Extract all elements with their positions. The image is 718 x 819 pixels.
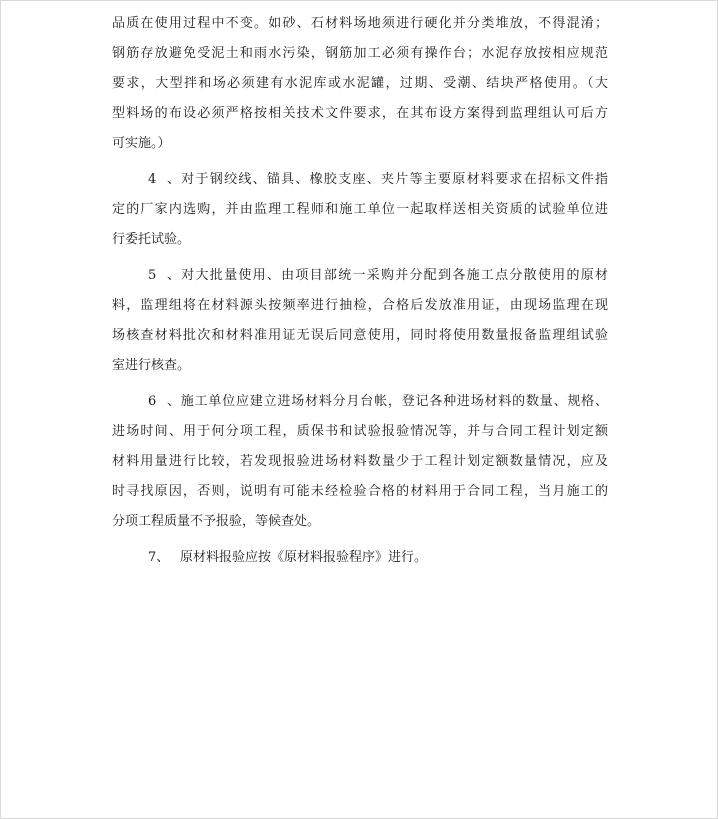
- text-line: 行委托试验。: [112, 232, 191, 247]
- text-line: 品质在使用过程中不变。如砂、石材料场地须进行硬化并分类堆放，不得混淆；: [112, 16, 608, 31]
- text-line: 对大批量使用、由项目部统一采购并分配到各施工点分散使用的原材: [180, 268, 608, 283]
- text-line-first: [112, 165, 608, 195]
- text-line: 要求，大型拌和场必须建有水泥库或水泥罐，过期、受潮、结块严格使用。（大: [112, 76, 608, 91]
- text-line-first: [112, 387, 608, 417]
- text-line: 进场时间、用于何分项工程，质保书和试验报验情况等，并与合同工程计划定额: [112, 424, 608, 439]
- text-line: 施工单位应建立进场材料分月台帐，登记各种进场材料的数量、规格、: [180, 394, 608, 409]
- text-line: 可实施。）: [112, 136, 171, 151]
- paragraph-continuation: [112, 9, 608, 159]
- text-line-first: [112, 261, 608, 291]
- item-number: 7、: [148, 550, 170, 565]
- text-line: 原材料报验应按《原材料报验程序》进行。: [180, 550, 428, 565]
- paragraph-item-7: [112, 543, 608, 573]
- text-line-first: [112, 543, 608, 573]
- item-number: 6、: [148, 394, 180, 409]
- text-line: 时寻找原因，否则，说明有可能未经检验合格的材料用于合同工程，当月施工的: [112, 484, 608, 499]
- text-line: 室进行核查。: [112, 358, 191, 373]
- document-body: [112, 9, 608, 573]
- paragraph-item-4: [112, 165, 608, 255]
- text-line: 定的厂家内选购，并由监理工程师和施工单位一起取样送相关资质的试验单位进: [112, 202, 608, 217]
- paragraph-item-5: [112, 261, 608, 381]
- text-line: 分项工程质量不予报验，等候查处。: [112, 514, 321, 529]
- text-line: 钢筋存放避免受泥土和雨水污染，钢筋加工必须有操作台；水泥存放按相应规范: [112, 46, 608, 61]
- text-line: 场核查材料批次和材料准用证无误后同意使用，同时将使用数量报备监理组试验: [112, 328, 608, 343]
- text-line: 型料场的布设必须严格按相关技术文件要求，在其布设方案得到监理组认可后方: [112, 106, 608, 121]
- item-number: 4、: [148, 172, 180, 187]
- text-line: 对于钢绞线、锚具、橡胶支座、夹片等主要原材料要求在招标文件指: [180, 172, 608, 187]
- text-line: 材料用量进行比较，若发现报验进场材料数量少于工程计划定额数量情况，应及: [112, 454, 608, 469]
- text-line: 料，监理组将在材料源头按频率进行抽检，合格后发放准用证，由现场监理在现: [112, 298, 608, 313]
- item-number: 5、: [148, 268, 180, 283]
- paragraph-item-6: [112, 387, 608, 537]
